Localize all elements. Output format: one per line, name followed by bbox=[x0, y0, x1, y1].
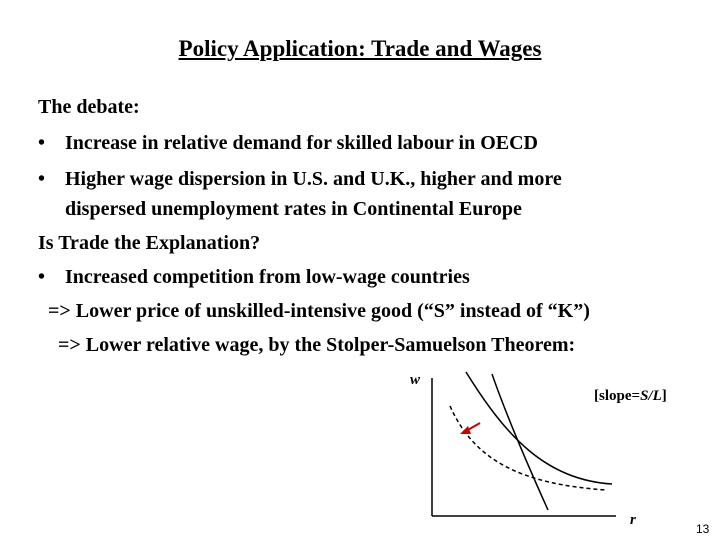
slope-annotation bbox=[594, 388, 667, 405]
page-number: 13 bbox=[696, 522, 710, 536]
page-title: Policy Application: Trade and Wages bbox=[178, 36, 542, 61]
debate-bullet-2-continued: dispersed unemployment rates in Continental Europe bbox=[65, 198, 522, 220]
bullet-symbol: • bbox=[38, 266, 46, 288]
zero-profit-curve-original bbox=[466, 372, 612, 484]
bullet-symbol: • bbox=[38, 132, 46, 154]
implication-wage: => Lower relative wage, by the Stolper-Samuelson Theorem: bbox=[58, 334, 576, 356]
debate-heading: The debate: bbox=[38, 96, 140, 118]
shift-arrow-icon bbox=[460, 423, 480, 434]
implication-price: => Lower price of unskilled-intensive good (“S” instead of “K”) bbox=[48, 300, 590, 322]
trade-bullet-text: Increased competition from low-wage countries bbox=[65, 266, 470, 288]
bullet-symbol: • bbox=[38, 168, 46, 190]
graph-x-axis-label: r bbox=[630, 512, 636, 528]
slope-suffix: ] bbox=[661, 388, 667, 404]
slope-prefix: [slope= bbox=[594, 388, 641, 404]
question-heading: Is Trade the Explanation? bbox=[38, 232, 261, 254]
zero-profit-curve-shifted bbox=[450, 406, 606, 490]
slope-ratio: S/L bbox=[640, 388, 662, 404]
graph-y-axis-label: w bbox=[410, 372, 421, 388]
debate-bullet-1-text: Increase in relative demand for skilled labour in OECD bbox=[65, 132, 538, 154]
debate-bullet-2-text: Higher wage dispersion in U.S. and U.K., higher and more bbox=[65, 168, 562, 190]
